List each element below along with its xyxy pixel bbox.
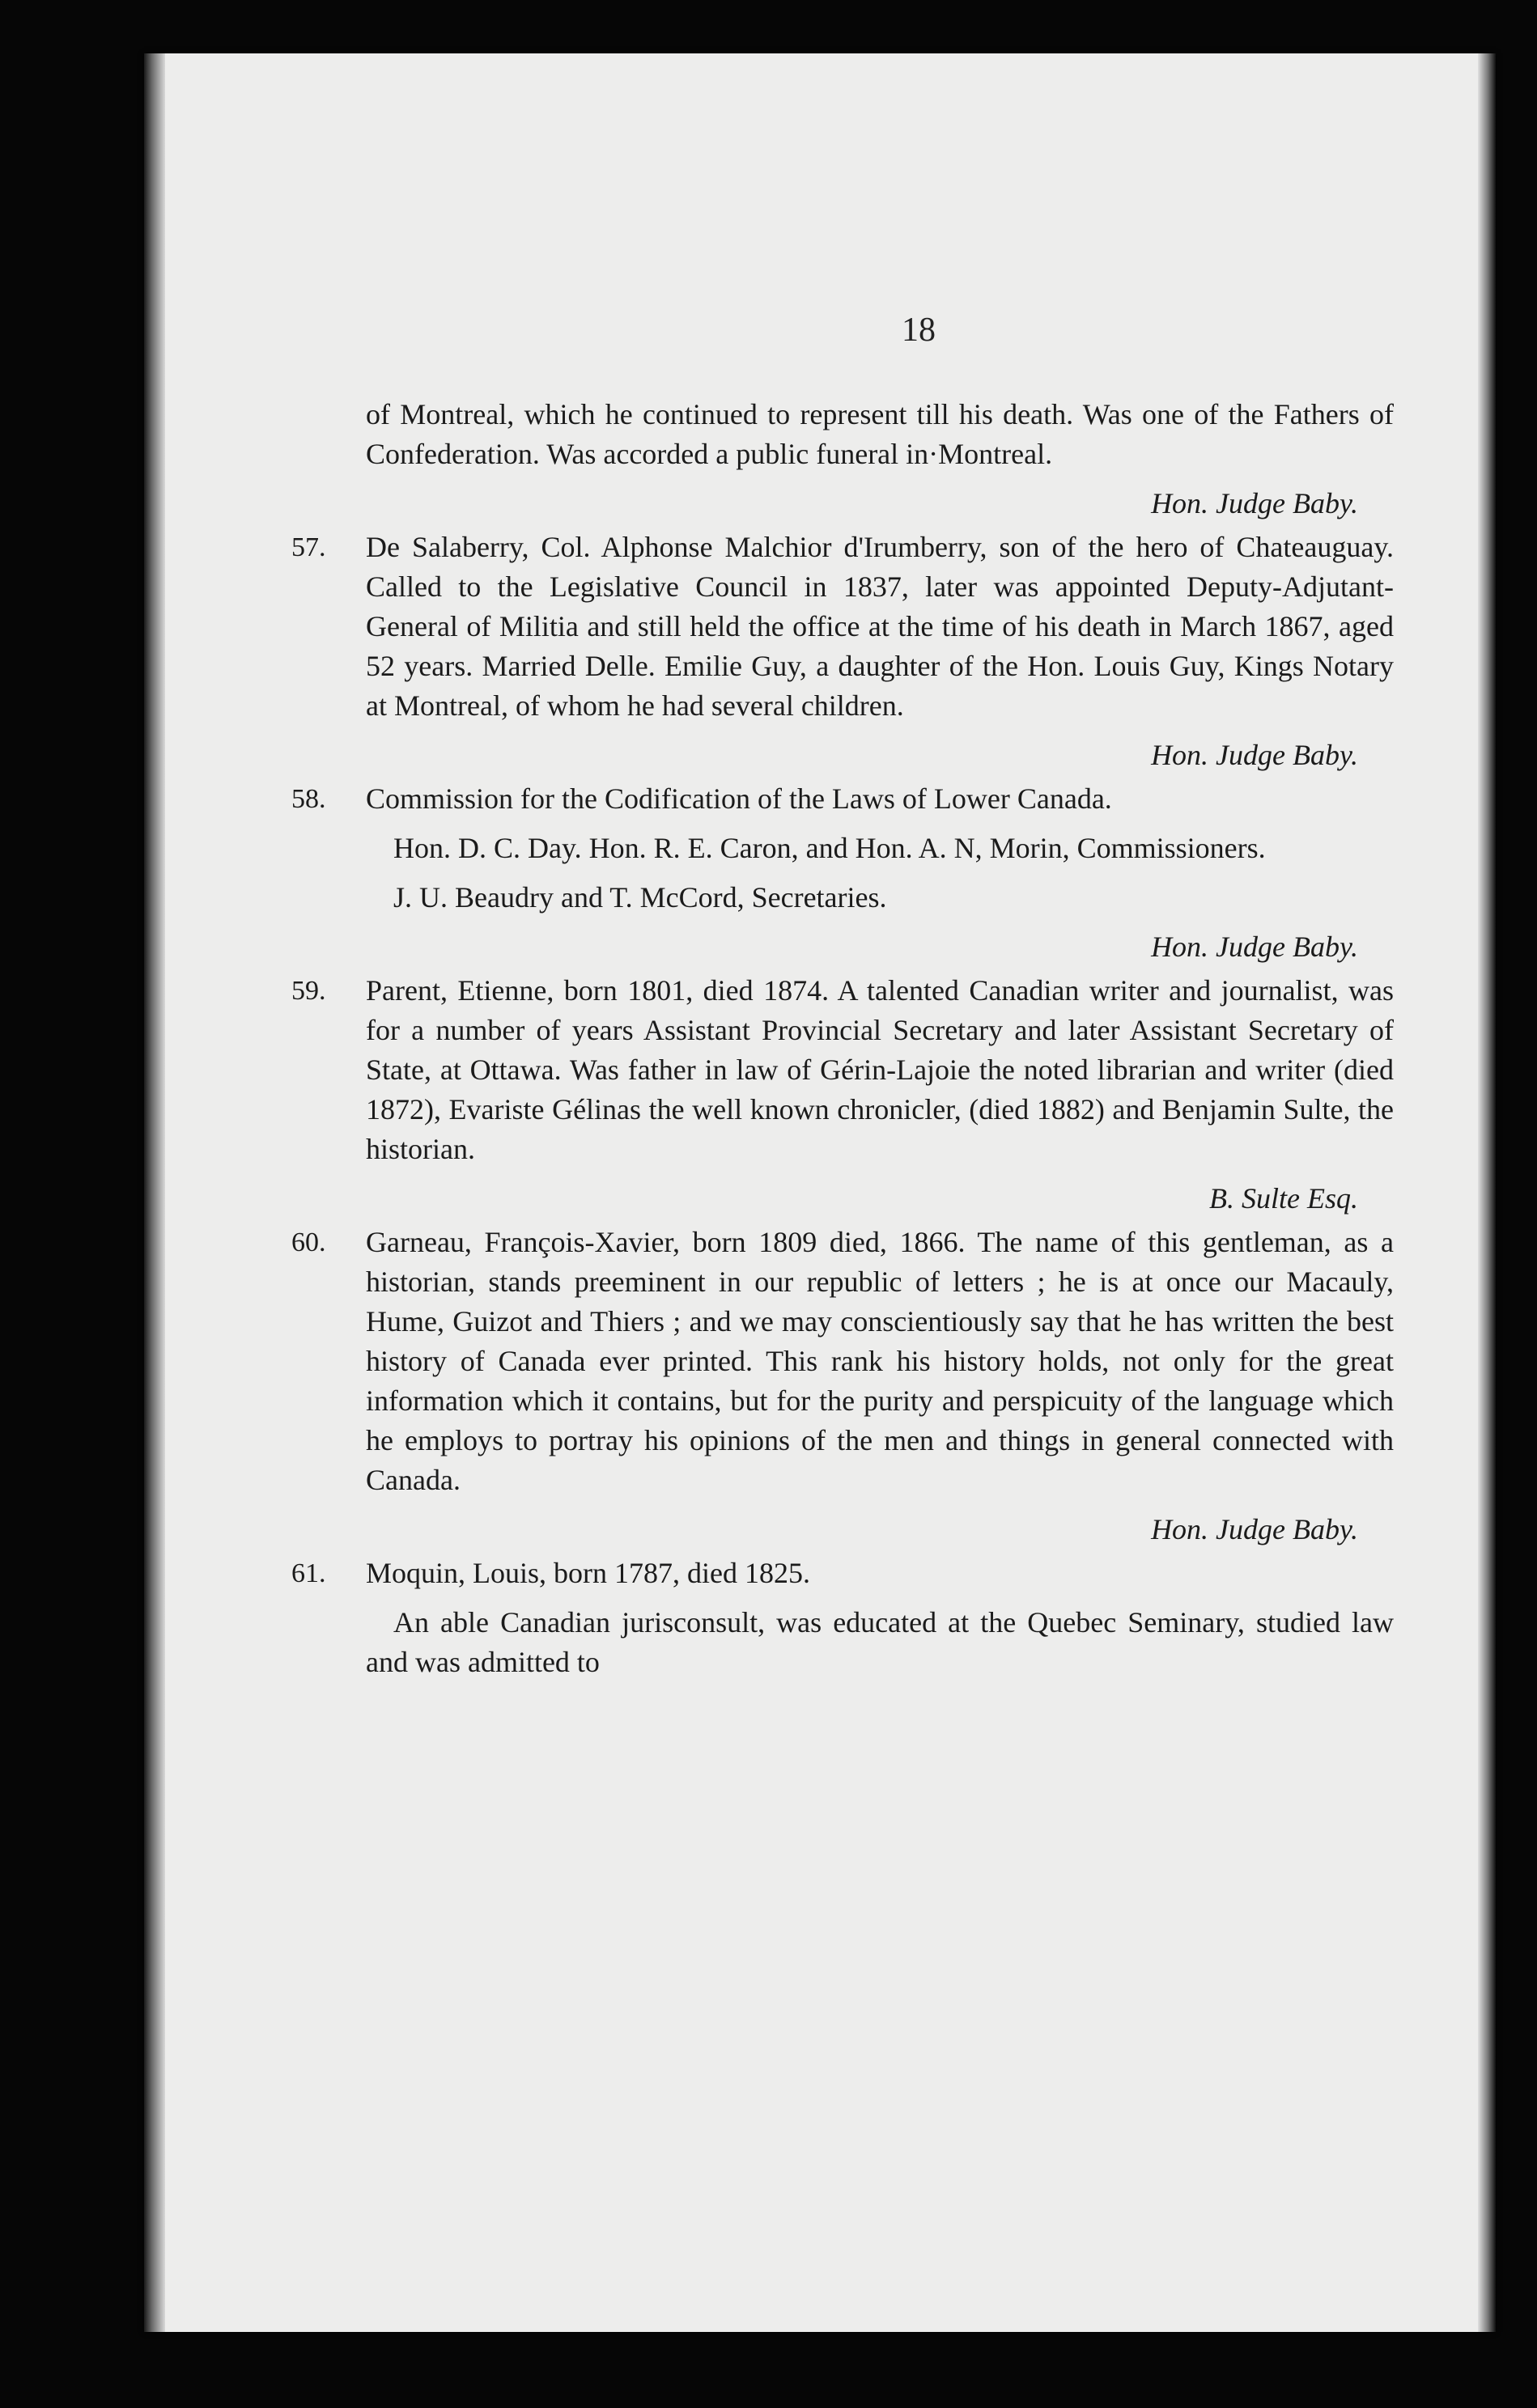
entry-number: 59. xyxy=(291,976,326,1006)
entry-continuation-text: An able Canadian jurisconsult, was educated at the Quebec Seminary, studied law and was admitted to xyxy=(366,1606,1394,1678)
entry-text: Moquin, Louis, born 1787, died 1825. xyxy=(366,1557,810,1589)
entry-60 xyxy=(291,1223,1394,1550)
entry-57 xyxy=(291,528,1394,776)
commissioners-line: Hon. D. C. Day. Hon. R. E. Caron, and Hon. A. N, Morin, Commissioners. xyxy=(393,832,1266,864)
entry-58 xyxy=(291,779,1394,968)
entry-text: Parent, Etienne, born 1801, died 1874. A talented Canadian writer and journalist, was for a number of years Assistant Provincial Secretary and later Assistant Secretary of State, at Ottawa. Was father in law of Gérin-Lajoie the noted librarian and writer (died 1872), Evariste Gélinas the well known chronicler, (died 1882) and Benjamin Sulte, the historian. xyxy=(366,974,1394,1165)
secretaries-line: J. U. Beaudry and T. McCord, Secretaries. xyxy=(393,881,887,914)
entry-number: 58. xyxy=(291,784,326,814)
entry-text: Garneau, François-Xavier, born 1809 died, 1866. The name of this gentleman, as a historian, stands preeminent in our republic of letters ; he is at once our Macauly, Hume, Guizot and Thiers ; and we may conscientiously say that he has written the best history of Canada ever printed. This rank his history holds, not only for the great information which it contains, but for the purity and perspicuity of the language which he employs to portray his opinions of the men and things in general connected with Canada. xyxy=(366,1226,1394,1496)
attribution: Hon. Judge Baby. xyxy=(1151,487,1358,519)
entry-text: Commission for the Codification of the Laws of Lower Canada. xyxy=(366,782,1112,815)
page-body xyxy=(291,395,1394,1682)
attribution: Hon. Judge Baby. xyxy=(1151,1513,1358,1545)
continuation-paragraph xyxy=(366,395,1394,524)
paragraph-text: of Montreal, which he continued to represent till his death. Was one of the Fathers of Confederation. Was accorded a public funeral in·Montreal. xyxy=(366,398,1394,470)
entry-61 xyxy=(291,1554,1394,1682)
entry-59 xyxy=(291,971,1394,1219)
entry-text: De Salaberry, Col. Alphonse Malchior d'Irumberry, son of the hero of Chateauguay. Called to the Legislative Council in 1837, later was appointed Deputy-Adjutant-General of Militia and still held the office at the time of his death in March 1867, aged 52 years. Married Delle. Emilie Guy, a daughter of the Hon. Louis Guy, Kings Notary at Montreal, of whom he had several children. xyxy=(366,531,1394,722)
entry-number: 57. xyxy=(291,532,326,562)
attribution: Hon. Judge Baby. xyxy=(1151,739,1358,771)
entry-number: 60. xyxy=(291,1227,326,1257)
page-number: 18 xyxy=(902,312,936,349)
entry-number: 61. xyxy=(291,1558,326,1588)
attribution: B. Sulte Esq. xyxy=(1209,1182,1358,1215)
attribution: Hon. Judge Baby. xyxy=(1151,931,1358,963)
